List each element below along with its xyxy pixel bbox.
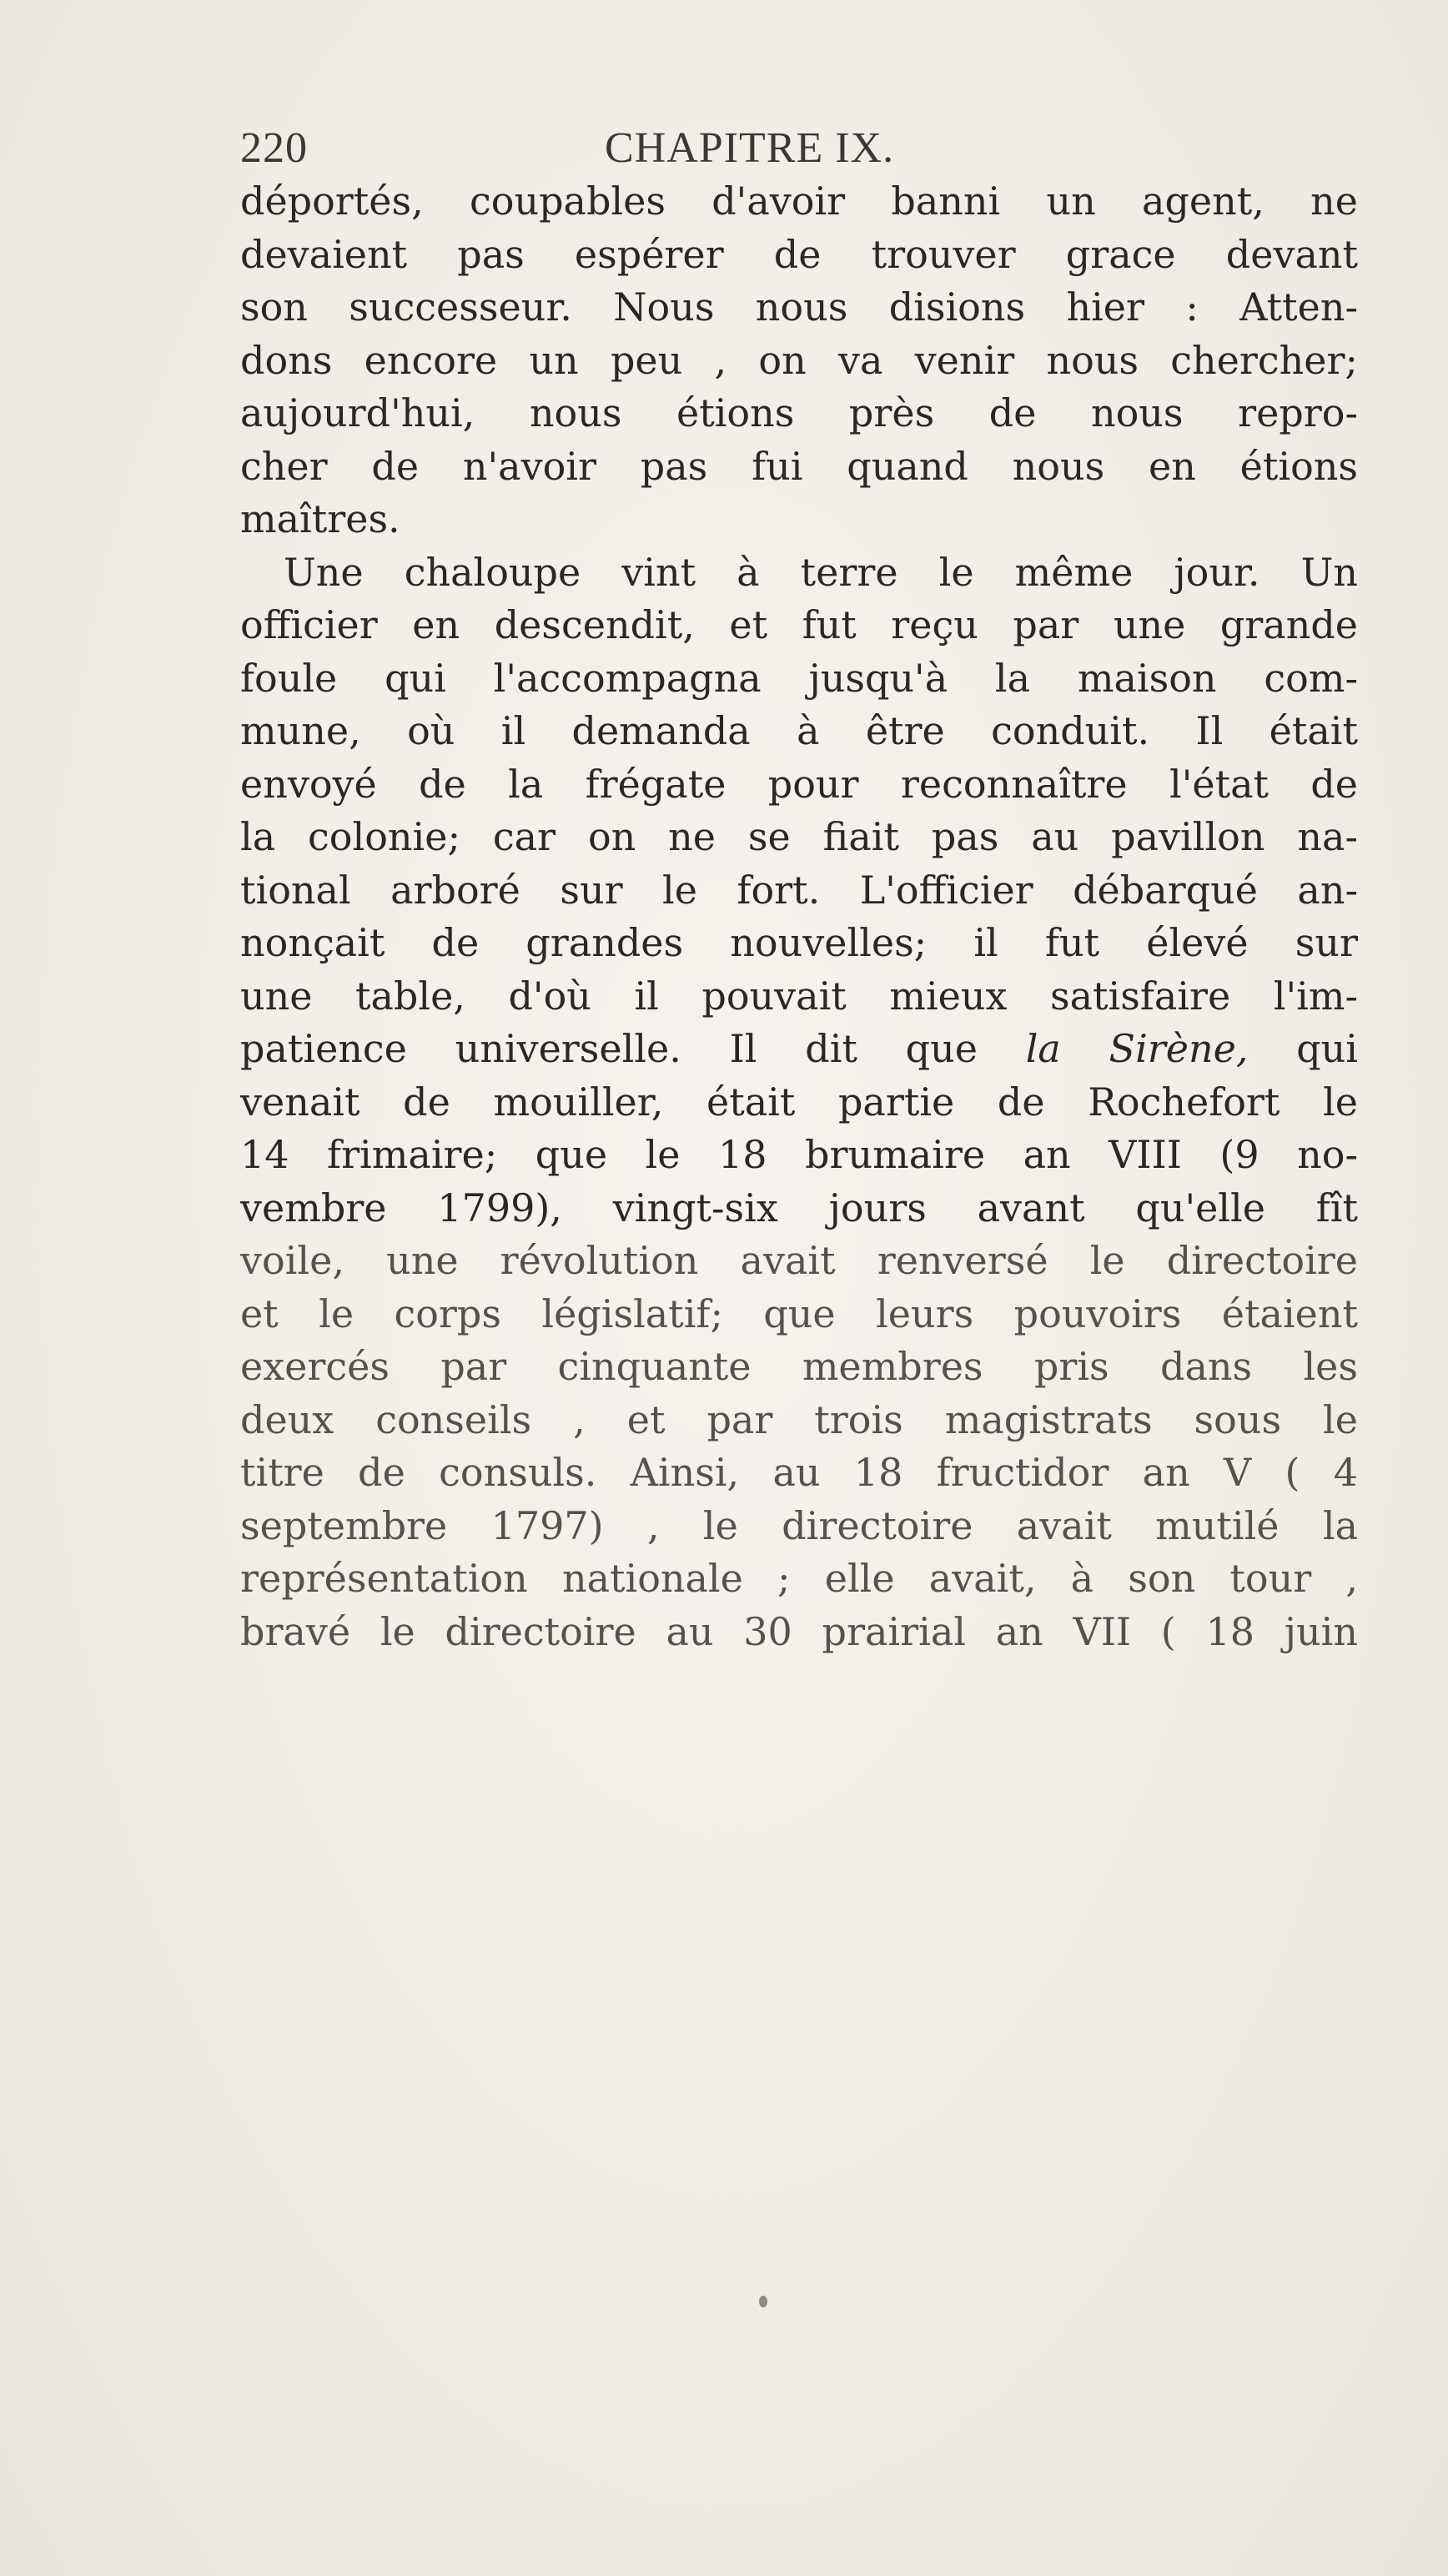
- text-line: représentation nationale ; elle avait, à son tour ,: [240, 1556, 1358, 1601]
- text-line: titre de consuls. Ainsi, au 18 fructidor an V ( 4: [240, 1450, 1358, 1495]
- text-line: Une chaloupe vint à terre le même jour. Un: [284, 549, 1358, 595]
- text-line-with-ship-name: [240, 1023, 1358, 1076]
- page-number: 220: [240, 124, 308, 172]
- text-line: et le corps législatif; que leurs pouvoirs étaient: [240, 1291, 1358, 1336]
- ship-name: la Sirène,: [1025, 1026, 1249, 1071]
- ink-speck: [759, 2296, 767, 2307]
- text-line: son successeur. Nous nous disions hier : Atten-: [240, 284, 1358, 330]
- text-line: tional arboré sur le fort. L'officier débarqué an-: [240, 867, 1358, 913]
- text-line: dons encore un peu , on va venir nous chercher;: [240, 337, 1358, 383]
- text-line: la colonie; car on ne se fiait pas au pavillon na-: [240, 814, 1358, 859]
- text-line: déportés, coupables d'avoir banni un agent, ne: [240, 179, 1358, 224]
- text-line: devaient pas espérer de trouver grace devant: [240, 231, 1358, 277]
- running-head: CHAPITRE IX.: [605, 124, 895, 172]
- text-line: vembre 1799), vingt-six jours avant qu'elle fît: [240, 1185, 1358, 1230]
- text-line: aujourd'hui, nous étions près de nous repro-: [240, 390, 1358, 435]
- paragraph-1: [240, 175, 1358, 546]
- paragraph-2: [240, 546, 1358, 1659]
- text-line: cher de n'avoir pas fui quand nous en étions: [240, 443, 1358, 489]
- page-header: [240, 123, 1358, 182]
- body-text: [240, 175, 1358, 1658]
- text-line: septembre 1797) , le directoire avait mutilé la: [240, 1502, 1358, 1548]
- text-line: mune, où il demanda à être conduit. Il était: [240, 708, 1358, 753]
- text-line: officier en descendit, et fut reçu par une grande: [240, 602, 1358, 647]
- text-fragment: patience universelle. Il dit que: [240, 1026, 978, 1071]
- text-line: foule qui l'accompagna jusqu'à la maison com-: [240, 655, 1358, 701]
- text-line: une table, d'où il pouvait mieux satisfaire l'im-: [240, 973, 1358, 1019]
- text-line: envoyé de la frégate pour reconnaître l'état de: [240, 761, 1358, 807]
- text-line: voile, une révolution avait renversé le directoire: [240, 1238, 1358, 1283]
- text-line: exercés par cinquante membres pris dans les: [240, 1344, 1358, 1389]
- text-line: 14 frimaire; que le 18 brumaire an VIII (9 no-: [240, 1132, 1358, 1177]
- text-line: maîtres.: [240, 496, 400, 541]
- text-line: deux conseils , et par trois magistrats sous le: [240, 1396, 1358, 1442]
- text-line: venait de mouiller, était partie de Rochefort le: [240, 1079, 1358, 1124]
- text-line: nonçait de grandes nouvelles; il fut élevé sur: [240, 920, 1358, 965]
- text-fragment: qui: [1296, 1026, 1359, 1071]
- text-line: bravé le directoire au 30 prairial an VII ( 18 juin: [240, 1608, 1358, 1654]
